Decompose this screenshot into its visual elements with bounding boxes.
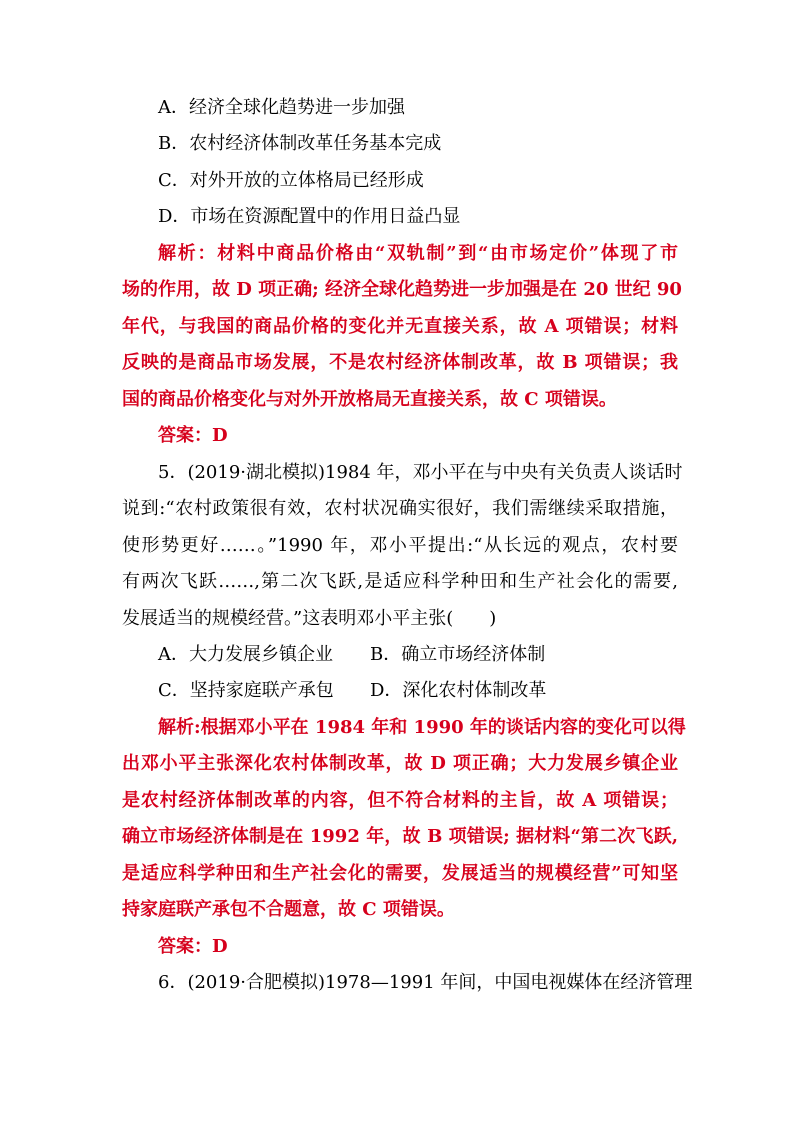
q4-answer: 答案：D [158,425,228,446]
q4-analysis-line-3: 年代，与我国的商品价格的变化并无直接关系，故 A 项错误；材料 [122,316,678,337]
q4-option-b: B．农村经济体制改革任务基本完成 [158,133,442,154]
q4-analysis-line-1 [158,236,678,272]
q5-analysis-label: 解析: [158,717,201,738]
q5-analysis-line-3: 是农村经济体制改革的内容，但不符合材料的主旨，故 A 项错误； [122,790,678,811]
q4-analysis-text-1: 材料中商品价格由“双轨制”到“由市场定价”体现了市 [217,243,679,264]
q4-option-a: A．经济全球化趋势进一步加强 [158,97,405,118]
q4-option-d: D．市场在资源配置中的作用日益凸显 [158,206,461,227]
q5-stem-line-3: 使形势更好……。”1990 年，邓小平提出:“从长远的观点，农村要 [122,535,678,556]
q5-stem-line-2: 说到:“农村政策很有效，农村状况确实很好，我们需继续采取措施， [122,498,678,519]
q4-analysis-line-2: 场的作用，故 D 项正确; 经济全球化趋势进一步加强是在 20 世纪 90 [122,279,682,300]
q4-analysis-line-5: 国的商品价格变化与对外开放格局无直接关系，故 C 项错误。 [122,389,617,410]
q5-stem-line-5: 发展适当的规模经营。”这表明邓小平主张( ) [122,608,497,629]
q5-stem-line-1: 5．(2019·湖北模拟)1984 年，邓小平在与中央有关负责人谈话时 [158,462,683,483]
q5-option-a: A．大力发展乡镇企业 [158,644,333,665]
q5-analysis-line-1 [158,710,686,746]
q4-option-c: C．对外开放的立体格局已经形成 [158,170,424,191]
q6-stem-line-1: 6．(2019·合肥模拟)1978—1991 年间，中国电视媒体在经济管理 [158,972,693,993]
q4-analysis-label: 解析： [158,243,218,264]
q4-analysis-line-4: 反映的是商品市场发展，不是农村经济体制改革，故 B 项错误；我 [122,352,678,373]
q5-stem-line-4: 有两次飞跃……,第二次飞跃,是适应科学种田和生产社会化的需要, [122,571,678,592]
q5-option-c: C．坚持家庭联产承包 [158,680,334,701]
q5-analysis-line-5: 是适应科学种田和生产社会化的需要，发展适当的规模经营”可知坚 [122,863,678,884]
q5-analysis-line-2: 出邓小平主张深化农村体制改革，故 D 项正确；大力发展乡镇企业 [122,753,678,774]
q5-analysis-text-1: 根据邓小平在 1984 年和 1990 年的谈话内容的变化可以得 [200,717,686,738]
q5-analysis-line-6: 持家庭联产承包不合题意，故 C 项错误。 [122,899,455,920]
q5-option-d: D．深化农村体制改革 [370,680,547,701]
q5-option-b: B．确立市场经济体制 [370,644,546,665]
q5-answer: 答案：D [158,936,228,957]
q5-analysis-line-4: 确立市场经济体制是在 1992 年，故 B 项错误; 据材料“第二次飞跃, [122,826,678,847]
